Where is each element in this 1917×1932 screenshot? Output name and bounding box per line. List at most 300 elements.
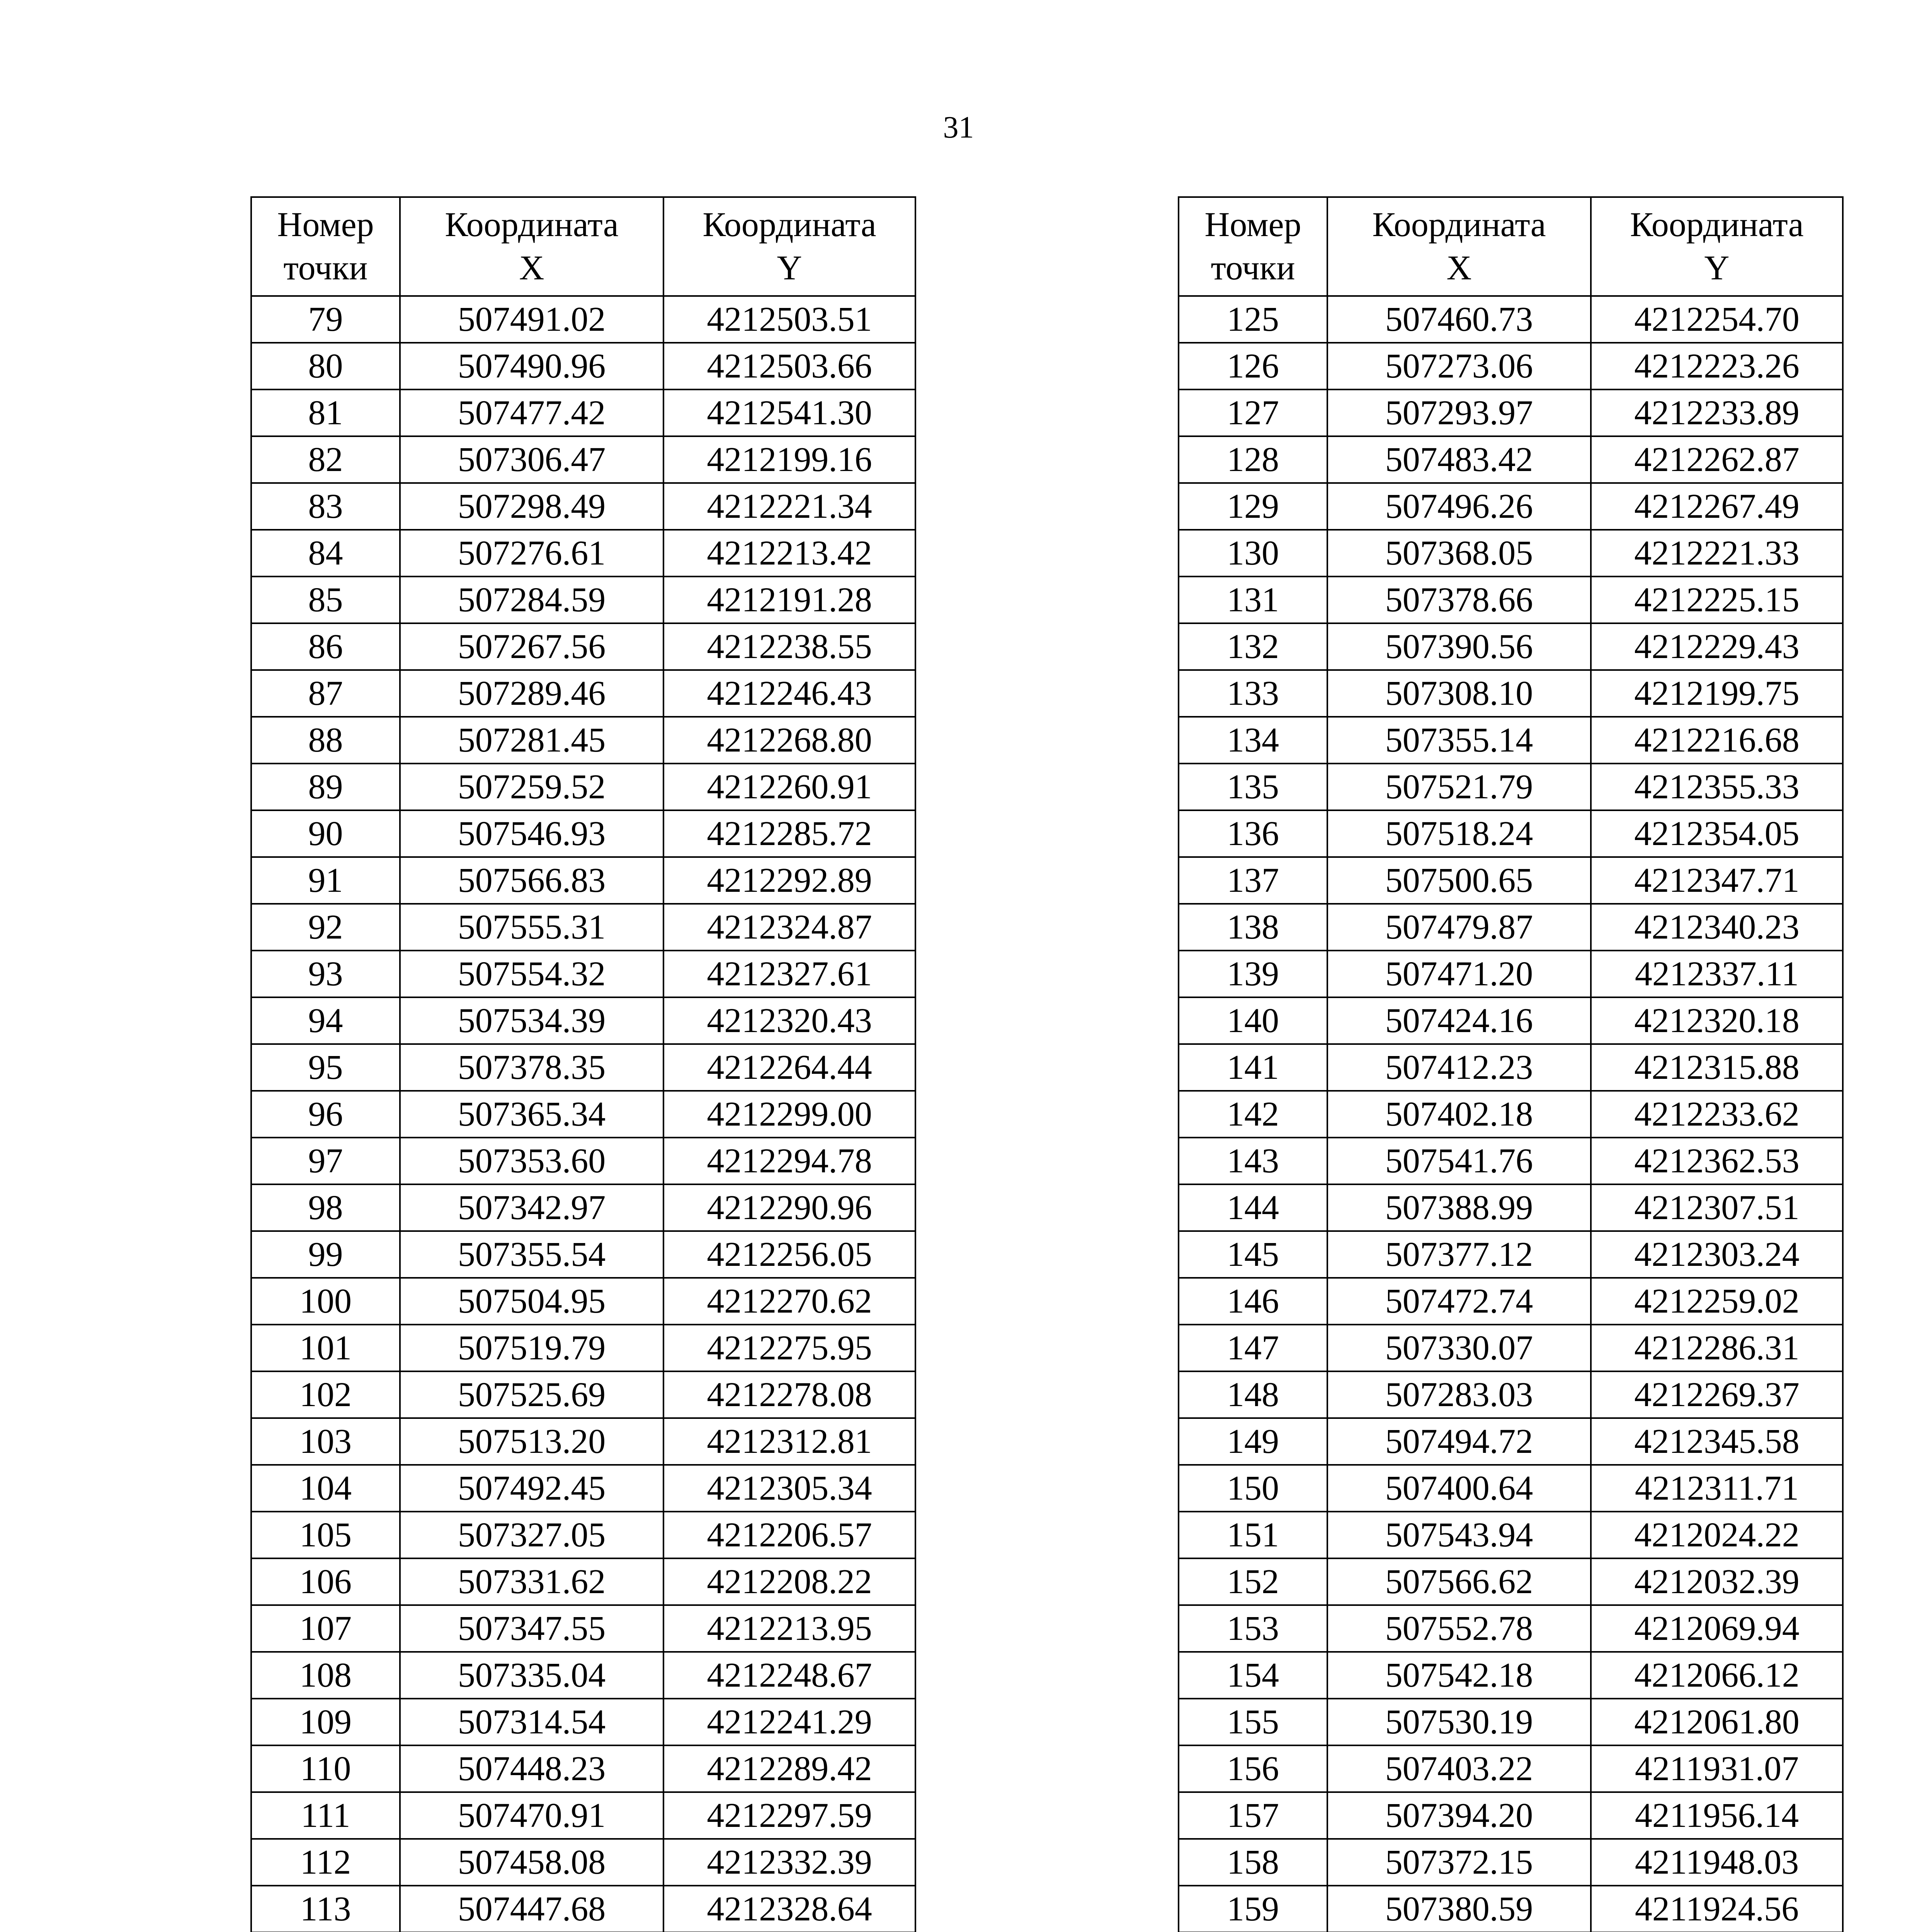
cell-point-number: 137	[1179, 857, 1327, 904]
cell-coord-x: 507460.73	[1327, 296, 1591, 343]
cell-point-number: 145	[1179, 1231, 1327, 1278]
cell-coord-x: 507491.02	[400, 296, 663, 343]
cell-coord-y: 4212327.61	[663, 951, 915, 997]
cell-coord-x: 507276.61	[400, 530, 663, 577]
cell-coord-y: 4212320.18	[1591, 997, 1843, 1044]
table-row	[1179, 1371, 1843, 1418]
cell-coord-y: 4212290.96	[663, 1184, 915, 1231]
cell-point-number: 96	[251, 1091, 400, 1138]
table-row	[251, 764, 915, 810]
table-row	[1179, 1886, 1843, 1932]
table-row	[1179, 343, 1843, 389]
cell-coord-y: 4212503.66	[663, 343, 915, 389]
cell-coord-y: 4212305.34	[663, 1465, 915, 1512]
cell-point-number: 139	[1179, 951, 1327, 997]
cell-coord-y: 4212270.62	[663, 1278, 915, 1325]
cell-coord-y: 4212268.80	[663, 717, 915, 764]
cell-coord-y: 4212324.87	[663, 904, 915, 951]
cell-point-number: 152	[1179, 1558, 1327, 1605]
table-row	[1179, 1605, 1843, 1652]
cell-coord-x: 507331.62	[400, 1558, 663, 1605]
cell-coord-x: 507525.69	[400, 1371, 663, 1418]
cell-point-number: 102	[251, 1371, 400, 1418]
cell-coord-y: 4212233.62	[1591, 1091, 1843, 1138]
cell-point-number: 138	[1179, 904, 1327, 951]
cell-point-number: 156	[1179, 1745, 1327, 1792]
cell-coord-x: 507289.46	[400, 670, 663, 717]
table-row	[1179, 951, 1843, 997]
header-coord-x-line2: X	[1446, 249, 1472, 287]
table-row	[1179, 1699, 1843, 1745]
table-row	[1179, 717, 1843, 764]
cell-point-number: 105	[251, 1512, 400, 1558]
header-point-number-line1: Номер	[1204, 206, 1301, 244]
cell-coord-x: 507342.97	[400, 1184, 663, 1231]
cell-coord-x: 507519.79	[400, 1325, 663, 1371]
cell-point-number: 112	[251, 1839, 400, 1886]
table-row	[251, 343, 915, 389]
cell-coord-y: 4212292.89	[663, 857, 915, 904]
cell-coord-x: 507355.54	[400, 1231, 663, 1278]
coordinates-table-right	[1178, 196, 1844, 1932]
cell-point-number: 88	[251, 717, 400, 764]
cell-coord-y: 4212221.33	[1591, 530, 1843, 577]
cell-coord-x: 507494.72	[1327, 1418, 1591, 1465]
cell-coord-x: 507355.14	[1327, 717, 1591, 764]
cell-coord-x: 507566.62	[1327, 1558, 1591, 1605]
cell-coord-y: 4212213.95	[663, 1605, 915, 1652]
cell-coord-y: 4212332.39	[663, 1839, 915, 1886]
cell-coord-x: 507513.20	[400, 1418, 663, 1465]
cell-coord-y: 4212267.49	[1591, 483, 1843, 530]
cell-coord-x: 507504.95	[400, 1278, 663, 1325]
cell-coord-y: 4212307.51	[1591, 1184, 1843, 1231]
cell-point-number: 97	[251, 1138, 400, 1184]
cell-point-number: 81	[251, 389, 400, 436]
table-row	[1179, 1512, 1843, 1558]
cell-coord-y: 4212233.89	[1591, 389, 1843, 436]
cell-point-number: 131	[1179, 577, 1327, 623]
header-point-number	[251, 197, 400, 296]
cell-coord-x: 507555.31	[400, 904, 663, 951]
table-row	[251, 1044, 915, 1091]
cell-coord-x: 507546.93	[400, 810, 663, 857]
cell-coord-y: 4212285.72	[663, 810, 915, 857]
header-coord-y-line2: Y	[1704, 249, 1730, 287]
cell-coord-y: 4212199.75	[1591, 670, 1843, 717]
cell-point-number: 154	[1179, 1652, 1327, 1699]
cell-coord-y: 4212315.88	[1591, 1044, 1843, 1091]
cell-coord-x: 507259.52	[400, 764, 663, 810]
table-row	[251, 436, 915, 483]
cell-point-number: 129	[1179, 483, 1327, 530]
cell-coord-y: 4212260.91	[663, 764, 915, 810]
header-coord-x-line2: X	[519, 249, 544, 287]
cell-point-number: 136	[1179, 810, 1327, 857]
header-coord-y-line2: Y	[777, 249, 802, 287]
cell-point-number: 94	[251, 997, 400, 1044]
cell-coord-y: 4212337.11	[1591, 951, 1843, 997]
cell-point-number: 98	[251, 1184, 400, 1231]
table-row	[251, 1231, 915, 1278]
cell-coord-y: 4212269.37	[1591, 1371, 1843, 1418]
cell-coord-x: 507412.23	[1327, 1044, 1591, 1091]
cell-coord-x: 507403.22	[1327, 1745, 1591, 1792]
cell-coord-x: 507380.59	[1327, 1886, 1591, 1932]
cell-coord-y: 4212248.67	[663, 1652, 915, 1699]
cell-coord-x: 507394.20	[1327, 1792, 1591, 1839]
header-point-number-line2: точки	[1211, 249, 1295, 287]
header-coord-x	[400, 197, 663, 296]
cell-coord-y: 4212223.26	[1591, 343, 1843, 389]
cell-coord-x: 507273.06	[1327, 343, 1591, 389]
table-row	[1179, 577, 1843, 623]
cell-point-number: 111	[251, 1792, 400, 1839]
cell-coord-y: 4212213.42	[663, 530, 915, 577]
header-point-number-line1: Номер	[277, 206, 374, 244]
cell-coord-y: 4212345.58	[1591, 1418, 1843, 1465]
cell-point-number: 113	[251, 1886, 400, 1932]
cell-coord-x: 507566.83	[400, 857, 663, 904]
table-row	[1179, 1091, 1843, 1138]
cell-coord-x: 507390.56	[1327, 623, 1591, 670]
cell-coord-x: 507402.18	[1327, 1091, 1591, 1138]
cell-point-number: 150	[1179, 1465, 1327, 1512]
cell-point-number: 158	[1179, 1839, 1327, 1886]
cell-point-number: 144	[1179, 1184, 1327, 1231]
cell-point-number: 151	[1179, 1512, 1327, 1558]
table-row	[1179, 530, 1843, 577]
cell-point-number: 103	[251, 1418, 400, 1465]
cell-point-number: 101	[251, 1325, 400, 1371]
table-row	[251, 1184, 915, 1231]
cell-coord-y: 4212311.71	[1591, 1465, 1843, 1512]
cell-coord-y: 4211924.56	[1591, 1886, 1843, 1932]
table-row	[251, 1465, 915, 1512]
cell-coord-y: 4212225.15	[1591, 577, 1843, 623]
table-row	[251, 1325, 915, 1371]
cell-coord-y: 4212541.30	[663, 389, 915, 436]
cell-coord-x: 507518.24	[1327, 810, 1591, 857]
cell-point-number: 159	[1179, 1886, 1327, 1932]
header-coord-x-line1: Координата	[1372, 206, 1546, 244]
table-row	[251, 483, 915, 530]
cell-point-number: 128	[1179, 436, 1327, 483]
cell-point-number: 80	[251, 343, 400, 389]
cell-coord-y: 4211931.07	[1591, 1745, 1843, 1792]
cell-coord-x: 507308.10	[1327, 670, 1591, 717]
cell-coord-y: 4212297.59	[663, 1792, 915, 1839]
cell-coord-y: 4212254.70	[1591, 296, 1843, 343]
cell-coord-y: 4211956.14	[1591, 1792, 1843, 1839]
cell-coord-y: 4212299.00	[663, 1091, 915, 1138]
table-row	[1179, 296, 1843, 343]
cell-point-number: 143	[1179, 1138, 1327, 1184]
table-row	[1179, 1652, 1843, 1699]
table-row	[1179, 1792, 1843, 1839]
cell-coord-x: 507552.78	[1327, 1605, 1591, 1652]
cell-point-number: 149	[1179, 1418, 1327, 1465]
cell-coord-y: 4212362.53	[1591, 1138, 1843, 1184]
table-row	[1179, 1418, 1843, 1465]
table-row	[251, 904, 915, 951]
table-header-row	[1179, 197, 1843, 296]
cell-point-number: 79	[251, 296, 400, 343]
cell-coord-y: 4212216.68	[1591, 717, 1843, 764]
table-row	[251, 1839, 915, 1886]
table-row	[1179, 1138, 1843, 1184]
cell-coord-x: 507472.74	[1327, 1278, 1591, 1325]
cell-coord-x: 507492.45	[400, 1465, 663, 1512]
cell-coord-x: 507424.16	[1327, 997, 1591, 1044]
cell-coord-x: 507534.39	[400, 997, 663, 1044]
cell-coord-y: 4212206.57	[663, 1512, 915, 1558]
cell-point-number: 108	[251, 1652, 400, 1699]
cell-coord-y: 4212278.08	[663, 1371, 915, 1418]
cell-coord-x: 507368.05	[1327, 530, 1591, 577]
table-row	[1179, 997, 1843, 1044]
cell-coord-x: 507378.35	[400, 1044, 663, 1091]
cell-point-number: 127	[1179, 389, 1327, 436]
table-row	[251, 296, 915, 343]
cell-point-number: 146	[1179, 1278, 1327, 1325]
cell-point-number: 100	[251, 1278, 400, 1325]
table-row	[1179, 1558, 1843, 1605]
cell-coord-y: 4211948.03	[1591, 1839, 1843, 1886]
cell-coord-x: 507521.79	[1327, 764, 1591, 810]
cell-coord-x: 507281.45	[400, 717, 663, 764]
cell-coord-x: 507347.55	[400, 1605, 663, 1652]
table-row	[1179, 1325, 1843, 1371]
table-row	[251, 623, 915, 670]
cell-point-number: 90	[251, 810, 400, 857]
cell-coord-y: 4212262.87	[1591, 436, 1843, 483]
cell-coord-y: 4212340.23	[1591, 904, 1843, 951]
cell-point-number: 93	[251, 951, 400, 997]
table-row	[1179, 1839, 1843, 1886]
cell-point-number: 147	[1179, 1325, 1327, 1371]
cell-coord-y: 4212264.44	[663, 1044, 915, 1091]
table-row	[251, 1886, 915, 1932]
cell-coord-y: 4212191.28	[663, 577, 915, 623]
cell-coord-x: 507541.76	[1327, 1138, 1591, 1184]
table-row	[251, 1278, 915, 1325]
table-row	[251, 1652, 915, 1699]
cell-coord-x: 507400.64	[1327, 1465, 1591, 1512]
cell-coord-y: 4212241.29	[663, 1699, 915, 1745]
cell-coord-x: 507335.04	[400, 1652, 663, 1699]
table-row	[251, 1792, 915, 1839]
table-row	[251, 857, 915, 904]
cell-coord-x: 507448.23	[400, 1745, 663, 1792]
cell-coord-y: 4212221.34	[663, 483, 915, 530]
table-row	[251, 1605, 915, 1652]
cell-coord-y: 4212294.78	[663, 1138, 915, 1184]
cell-coord-x: 507372.15	[1327, 1839, 1591, 1886]
cell-coord-x: 507353.60	[400, 1138, 663, 1184]
cell-coord-y: 4212286.31	[1591, 1325, 1843, 1371]
table-row	[251, 1699, 915, 1745]
cell-point-number: 84	[251, 530, 400, 577]
cell-coord-x: 507365.34	[400, 1091, 663, 1138]
table-row	[251, 951, 915, 997]
table-row	[251, 389, 915, 436]
cell-coord-x: 507477.42	[400, 389, 663, 436]
page-number: 31	[943, 111, 974, 145]
cell-coord-y: 4212328.64	[663, 1886, 915, 1932]
table-row	[1179, 483, 1843, 530]
cell-point-number: 106	[251, 1558, 400, 1605]
cell-coord-x: 507330.07	[1327, 1325, 1591, 1371]
cell-coord-x: 507388.99	[1327, 1184, 1591, 1231]
cell-coord-x: 507500.65	[1327, 857, 1591, 904]
cell-point-number: 153	[1179, 1605, 1327, 1652]
cell-coord-x: 507530.19	[1327, 1699, 1591, 1745]
cell-coord-y: 4212024.22	[1591, 1512, 1843, 1558]
table-row	[251, 810, 915, 857]
cell-point-number: 125	[1179, 296, 1327, 343]
cell-coord-x: 507284.59	[400, 577, 663, 623]
table-row	[1179, 1465, 1843, 1512]
cell-coord-y: 4212354.05	[1591, 810, 1843, 857]
cell-point-number: 92	[251, 904, 400, 951]
cell-coord-y: 4212303.24	[1591, 1231, 1843, 1278]
cell-point-number: 95	[251, 1044, 400, 1091]
table-row	[1179, 1231, 1843, 1278]
cell-coord-y: 4212208.22	[663, 1558, 915, 1605]
cell-coord-y: 4212347.71	[1591, 857, 1843, 904]
cell-coord-y: 4212061.80	[1591, 1699, 1843, 1745]
cell-coord-x: 507483.42	[1327, 436, 1591, 483]
cell-point-number: 91	[251, 857, 400, 904]
table-row	[251, 1512, 915, 1558]
cell-coord-y: 4212259.02	[1591, 1278, 1843, 1325]
cell-point-number: 157	[1179, 1792, 1327, 1839]
cell-coord-y: 4212229.43	[1591, 623, 1843, 670]
table-row	[1179, 436, 1843, 483]
cell-coord-x: 507267.56	[400, 623, 663, 670]
header-point-number-line2: точки	[283, 249, 368, 287]
header-coord-y	[663, 197, 915, 296]
table-row	[1179, 623, 1843, 670]
table-row	[1179, 764, 1843, 810]
cell-point-number: 148	[1179, 1371, 1327, 1418]
table-row	[251, 1745, 915, 1792]
cell-coord-x: 507327.05	[400, 1512, 663, 1558]
cell-point-number: 142	[1179, 1091, 1327, 1138]
cell-point-number: 141	[1179, 1044, 1327, 1091]
cell-coord-x: 507496.26	[1327, 483, 1591, 530]
cell-coord-x: 507306.47	[400, 436, 663, 483]
table-row	[251, 997, 915, 1044]
cell-point-number: 132	[1179, 623, 1327, 670]
table-row	[1179, 857, 1843, 904]
header-coord-y	[1591, 197, 1843, 296]
table-row	[1179, 810, 1843, 857]
cell-point-number: 126	[1179, 343, 1327, 389]
cell-point-number: 82	[251, 436, 400, 483]
cell-point-number: 86	[251, 623, 400, 670]
cell-coord-y: 4212312.81	[663, 1418, 915, 1465]
cell-coord-x: 507293.97	[1327, 389, 1591, 436]
cell-coord-x: 507377.12	[1327, 1231, 1591, 1278]
cell-coord-x: 507490.96	[400, 343, 663, 389]
cell-coord-y: 4212275.95	[663, 1325, 915, 1371]
table-row	[251, 1418, 915, 1465]
cell-coord-x: 507542.18	[1327, 1652, 1591, 1699]
cell-point-number: 104	[251, 1465, 400, 1512]
cell-coord-x: 507479.87	[1327, 904, 1591, 951]
cell-coord-x: 507378.66	[1327, 577, 1591, 623]
coordinates-table-left	[250, 196, 916, 1932]
cell-coord-y: 4212320.43	[663, 997, 915, 1044]
table-row	[251, 717, 915, 764]
table-row	[251, 1091, 915, 1138]
cell-coord-y: 4212032.39	[1591, 1558, 1843, 1605]
cell-point-number: 135	[1179, 764, 1327, 810]
header-coord-x-line1: Координата	[445, 206, 619, 244]
table-row	[251, 577, 915, 623]
cell-coord-y: 4212503.51	[663, 296, 915, 343]
cell-coord-x: 507543.94	[1327, 1512, 1591, 1558]
table-row	[1179, 389, 1843, 436]
cell-point-number: 85	[251, 577, 400, 623]
cell-point-number: 140	[1179, 997, 1327, 1044]
cell-point-number: 155	[1179, 1699, 1327, 1745]
cell-point-number: 83	[251, 483, 400, 530]
cell-point-number: 133	[1179, 670, 1327, 717]
cell-point-number: 109	[251, 1699, 400, 1745]
table-row	[1179, 1184, 1843, 1231]
table-row	[251, 1558, 915, 1605]
cell-coord-x: 507554.32	[400, 951, 663, 997]
cell-point-number: 107	[251, 1605, 400, 1652]
table-header-row	[251, 197, 915, 296]
table-row	[251, 530, 915, 577]
cell-coord-x: 507447.68	[400, 1886, 663, 1932]
table-row	[1179, 1745, 1843, 1792]
cell-point-number: 99	[251, 1231, 400, 1278]
cell-coord-x: 507298.49	[400, 483, 663, 530]
header-coord-y-line1: Координата	[703, 206, 876, 244]
cell-coord-x: 507471.20	[1327, 951, 1591, 997]
table-row	[251, 1138, 915, 1184]
cell-coord-x: 507458.08	[400, 1839, 663, 1886]
cell-coord-x: 507470.91	[400, 1792, 663, 1839]
cell-point-number: 87	[251, 670, 400, 717]
cell-coord-y: 4212238.55	[663, 623, 915, 670]
header-point-number	[1179, 197, 1327, 296]
cell-coord-y: 4212246.43	[663, 670, 915, 717]
cell-point-number: 89	[251, 764, 400, 810]
cell-coord-y: 4212199.16	[663, 436, 915, 483]
cell-coord-y: 4212289.42	[663, 1745, 915, 1792]
header-coord-y-line1: Координата	[1630, 206, 1804, 244]
table-row	[251, 670, 915, 717]
cell-coord-y: 4212066.12	[1591, 1652, 1843, 1699]
table-row	[1179, 670, 1843, 717]
cell-coord-y: 4212069.94	[1591, 1605, 1843, 1652]
cell-coord-x: 507283.03	[1327, 1371, 1591, 1418]
table-row	[1179, 1278, 1843, 1325]
header-coord-x	[1327, 197, 1591, 296]
table-row	[1179, 1044, 1843, 1091]
cell-point-number: 130	[1179, 530, 1327, 577]
cell-coord-x: 507314.54	[400, 1699, 663, 1745]
cell-coord-y: 4212256.05	[663, 1231, 915, 1278]
table-row	[251, 1371, 915, 1418]
cell-point-number: 134	[1179, 717, 1327, 764]
